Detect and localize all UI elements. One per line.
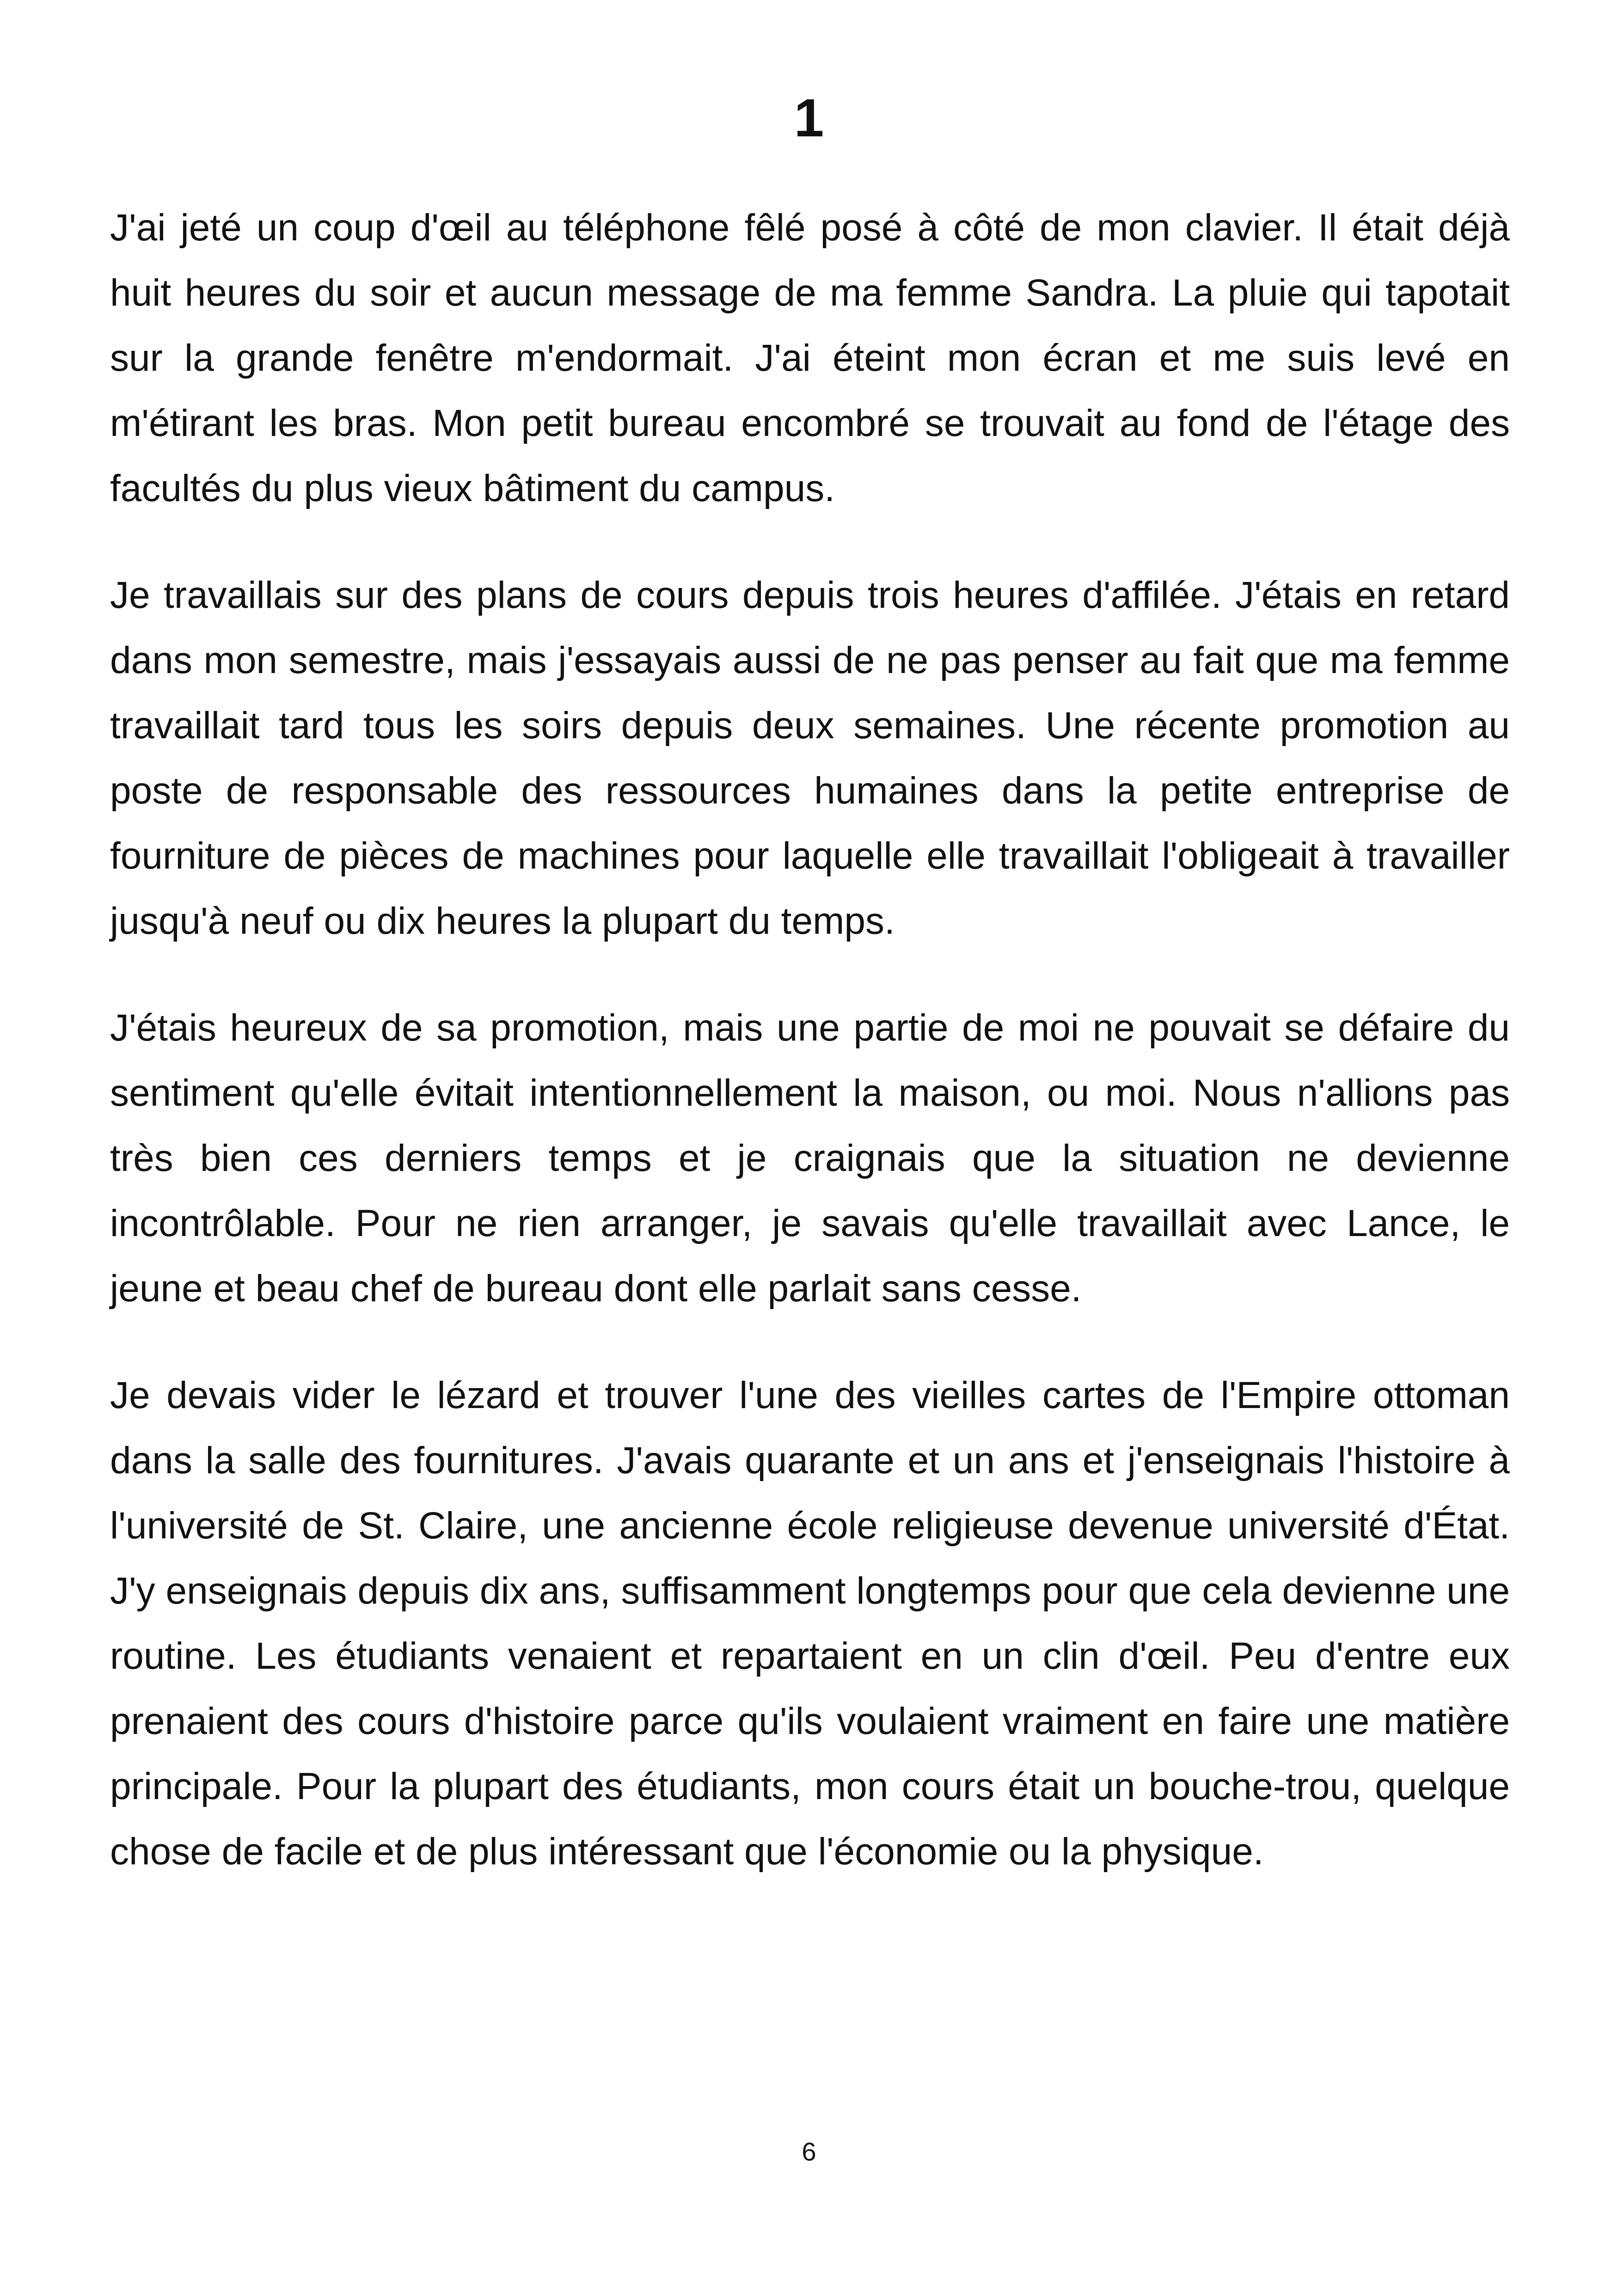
chapter-title: 1 [794, 88, 824, 148]
body-text [110, 195, 1510, 1926]
paragraph: J'ai jeté un coup d'œil au téléphone fêlé posé à côté de mon clavier. Il était déjà huit heures du soir et aucun message de ma femme Sandra. La pluie qui tapotait sur la grande fenêtre m'endormait. J'ai éteint mon écran et me suis levé en m'étirant les bras. Mon petit bureau encombré se trouvait au fond de l'étage des facultés du plus vieux bâtiment du campus. [110, 207, 1510, 509]
paragraph: Je travaillais sur des plans de cours depuis trois heures d'affilée. J'étais en retard dans mon semestre, mais j'essayais aussi de ne pas penser au fait que ma femme travaillait tard tous les soirs depuis deux semaines. Une récente promotion au poste de responsable des ressources humaines dans la petite entreprise de fourniture de pièces de machines pour laquelle elle travaillait l'obligeait à travailler jusqu'à neuf ou dix heures la plupart du temps. [110, 574, 1510, 942]
paragraph: Je devais vider le lézard et trouver l'une des vieilles cartes de l'Empire ottoman dans la salle des fournitures. J'avais quarante et un ans et j'enseignais l'histoire à l'université de St. Claire, une ancienne école religieuse devenue université d'État. J'y enseignais depuis dix ans, suffisamment longtemps pour que cela devienne une routine. Les étudiants venaient et repartaient en un clin d'œil. Peu d'entre eux prenaient des cours d'histoire parce qu'ils voulaient vraiment en faire une matière principale. Pour la plupart des étudiants, mon cours était un bouche-trou, quelque chose de facile et de plus intéressant que l'économie ou la physique. [110, 1374, 1510, 1873]
paragraph: J'étais heureux de sa promotion, mais une partie de moi ne pouvait se défaire du sentiment qu'elle évitait intentionnellement la maison, ou moi. Nous n'allions pas très bien ces derniers temps et je craignais que la situation ne devienne incontrôlable. Pour ne rien arranger, je savais qu'elle travaillait avec Lance, le jeune et beau chef de bureau dont elle parlait sans cesse. [110, 1007, 1510, 1310]
page-number: 6 [802, 2137, 816, 2166]
